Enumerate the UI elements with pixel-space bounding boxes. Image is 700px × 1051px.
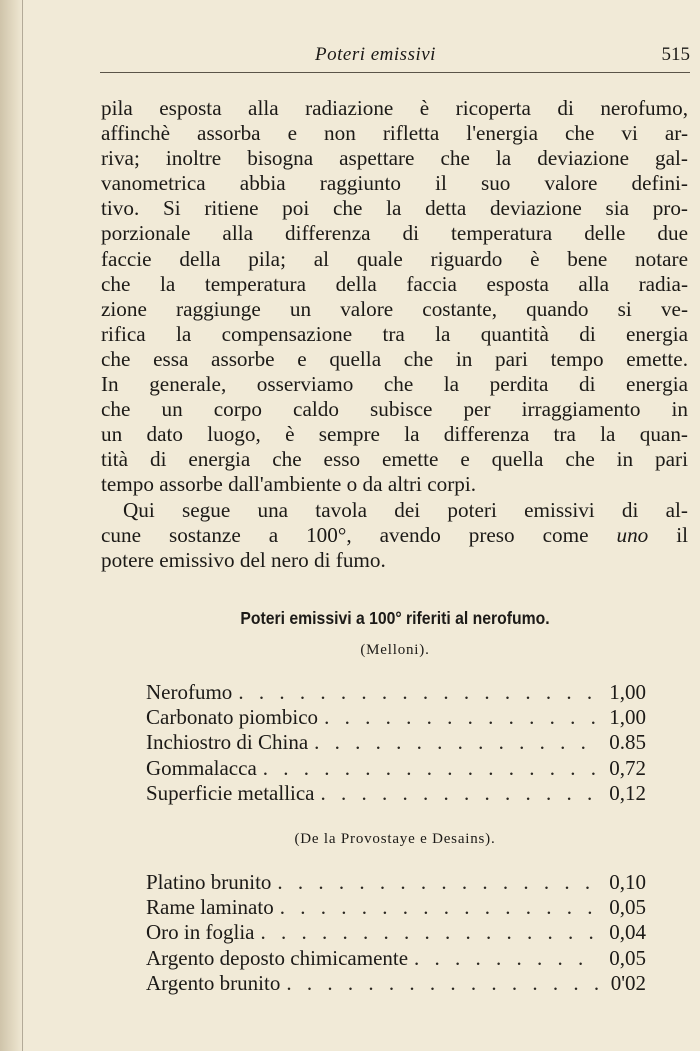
leader-dots (257, 756, 598, 781)
emissive-value: 0'02 (610, 970, 646, 995)
table-row (146, 680, 646, 705)
substance-name: Inchiostro di China (146, 730, 309, 755)
table-row (146, 946, 646, 971)
table-row (146, 756, 646, 781)
text-line: vanometrica abbia raggiunto il suo valore defini- (101, 171, 688, 196)
emissive-value: 0,04 (609, 920, 646, 945)
table-row (146, 920, 646, 945)
leader-dots (280, 971, 598, 996)
substance-name: Gommalacca (146, 755, 257, 780)
text-line: tivo. Si ritiene poi che la detta deviazione sia pro- (101, 196, 688, 221)
body-text (101, 96, 688, 573)
substance-name: Superficie metallica (146, 780, 315, 805)
text-line: pila esposta alla radiazione è ricoperta di nerofumo, (101, 96, 688, 120)
text-line (101, 523, 688, 548)
leader-dots (254, 920, 598, 945)
table-group-melloni (146, 680, 646, 806)
emissive-value: 1,00 (609, 705, 646, 730)
substance-name: Carbonato piombico (146, 705, 319, 730)
substance-name: Platino brunito (146, 870, 272, 894)
text-line: che un corpo caldo subisce per irraggiamento in (101, 397, 688, 422)
table-source-melloni: (Melloni). (360, 642, 430, 658)
text-line: affinchè assorba e non rifletta l'energia che vi ar- (101, 121, 688, 146)
text-run: cune sostanze a 100°, avendo preso come (101, 522, 617, 547)
emissive-value: 0,12 (609, 780, 646, 805)
leader-dots (318, 705, 598, 730)
emphasis-uno: uno (616, 522, 649, 547)
text-run: il (648, 522, 688, 547)
emissive-value: 1,00 (609, 680, 646, 704)
substance-name: Argento deposto chimicamente (146, 945, 409, 970)
leader-dots (308, 730, 598, 755)
text-line: tità di energia che esso emette e quella che in pari (101, 447, 688, 472)
table-row (146, 895, 646, 920)
table-row (146, 870, 646, 895)
table-row (146, 971, 646, 996)
text-line: porzionale alla differenza di temperatura delle due (101, 221, 688, 246)
emissive-value: 0,10 (609, 870, 646, 894)
leader-dots (274, 895, 598, 920)
text-line: zione raggiunge un valore costante, quando si ve- (101, 296, 688, 321)
emissive-value: 0.85 (609, 730, 646, 755)
text-line: rifica la compensazione tra la quantità di energia (101, 321, 688, 346)
text-line: Qui segue una tavola dei poteri emissivi di al- (123, 497, 688, 522)
emissive-value: 0,05 (609, 895, 646, 920)
table-row (146, 730, 646, 755)
header-rule (100, 72, 690, 73)
text-line: riva; inoltre bisogna aspettare che la deviazione gal- (101, 146, 688, 171)
substance-name: Argento brunito (146, 970, 281, 995)
book-binding-shadow (0, 0, 24, 1051)
text-line: che essa assorbe e quella che in pari tempo emette. (101, 346, 688, 371)
page-number: 515 (661, 44, 690, 65)
table-source-provostaye: (De la Provostaye e Desains). (294, 831, 496, 847)
text-line: faccie della pila; al quale riguardo è bene notare (101, 246, 688, 271)
table-group-provostaye (146, 870, 646, 996)
emissive-value: 0,72 (609, 755, 646, 780)
leader-dots (232, 680, 598, 705)
substance-name: Nerofumo (146, 680, 233, 704)
leader-dots (271, 870, 598, 895)
table-row (146, 705, 646, 730)
text-line: tempo assorbe dall'ambiente o da altri corpi. (101, 472, 477, 497)
substance-name: Rame laminato (146, 895, 274, 920)
emissive-value: 0,05 (609, 945, 646, 970)
text-line: un dato luogo, è sempre la differenza tra la quan- (101, 422, 688, 447)
text-line: In generale, osserviamo che la perdita di energia (101, 372, 688, 397)
text-line: potere emissivo del nero di fumo. (101, 547, 386, 572)
page-header (100, 40, 690, 74)
substance-name: Oro in foglia (146, 920, 255, 945)
table-title: Poteri emissivi a 100° riferiti al nerofumo. (240, 608, 550, 628)
table-row (146, 781, 646, 806)
running-title: Poteri emissivi (315, 44, 436, 65)
text-line: che la temperatura della faccia esposta alla radia- (101, 271, 688, 296)
leader-dots (315, 781, 598, 806)
leader-dots (408, 946, 598, 971)
binding-edge (22, 0, 23, 1051)
